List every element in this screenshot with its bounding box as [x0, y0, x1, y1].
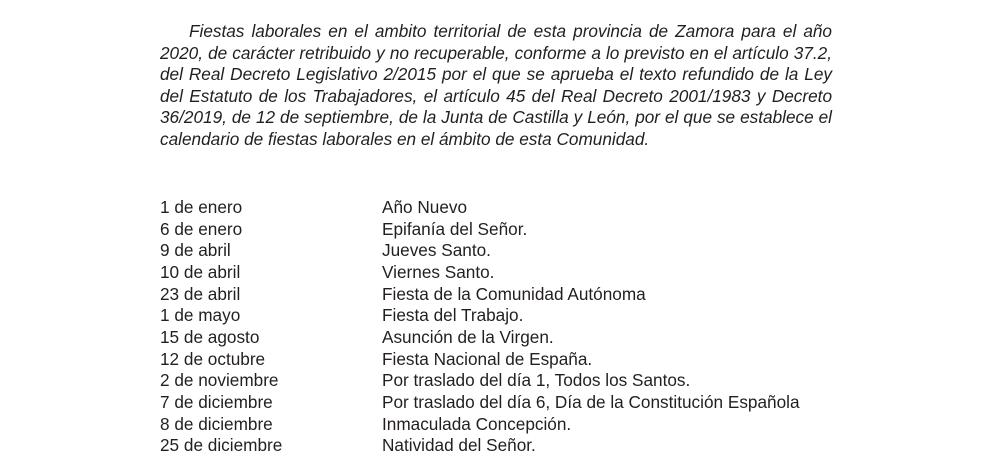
holiday-date: 25 de diciembre	[160, 435, 283, 456]
holiday-date: 15 de agosto	[160, 326, 260, 347]
holiday-row	[160, 284, 860, 306]
holiday-row	[160, 327, 860, 349]
holiday-name: Epifanía del Señor.	[382, 218, 528, 239]
holiday-name: Viernes Santo.	[382, 261, 495, 282]
holiday-name: Fiesta Nacional de España.	[382, 348, 593, 369]
holiday-name: Fiesta del Trabajo.	[382, 305, 524, 326]
holiday-row	[160, 197, 860, 219]
holiday-row	[160, 219, 860, 241]
holiday-name: Por traslado del día 1, Todos los Santos.	[382, 370, 691, 391]
holiday-date: 8 de diciembre	[160, 413, 273, 434]
holiday-row	[160, 392, 860, 414]
holiday-date: 23 de abril	[160, 283, 241, 304]
holiday-date: 1 de enero	[160, 197, 243, 217]
holiday-date: 2 de noviembre	[160, 370, 279, 391]
holiday-name: Natividad del Señor.	[382, 435, 536, 456]
holiday-date: 10 de abril	[160, 261, 241, 282]
holiday-row	[160, 414, 860, 436]
holiday-list	[160, 197, 860, 457]
holiday-date: 9 de abril	[160, 240, 231, 261]
holiday-row	[160, 240, 860, 262]
holiday-row	[160, 370, 860, 392]
holiday-row	[160, 262, 860, 284]
holiday-row	[160, 305, 860, 327]
holiday-name: Por traslado del día 6, Día de la Constitución Española	[382, 391, 800, 412]
holiday-row	[160, 349, 860, 371]
holiday-row	[160, 435, 860, 457]
holiday-name: Asunción de la Virgen.	[382, 326, 554, 347]
holiday-date: 7 de diciembre	[160, 391, 273, 412]
holiday-name: Fiesta de la Comunidad Autónoma	[382, 283, 646, 304]
holiday-date: 12 de octubre	[160, 348, 266, 369]
intro-paragraph: Fiestas laborales en el ambito territorial de esta provincia de Zamora para el año 2020, de carácter retribuido y no recuperable, conforme a lo previsto en el artículo 37.2, del Real Decreto Legislativo 2/2015 por el que se aprueba el texto refundido de la Ley del Estatuto de los Trabajadores, el artículo 45 del Real Decreto 2001/1983 y Decreto 36/2019, de 12 de septiembre, de la Junta de Castilla y León, por el que se establece el calendario de fiestas laborales en el ámbito de esta Comunidad.	[160, 21, 832, 149]
holiday-date: 6 de enero	[160, 218, 243, 239]
holiday-date: 1 de mayo	[160, 305, 241, 326]
holiday-name: Jueves Santo.	[382, 240, 491, 261]
holiday-name: Inmaculada Concepción.	[382, 413, 572, 434]
holiday-name: Año Nuevo	[382, 197, 468, 217]
